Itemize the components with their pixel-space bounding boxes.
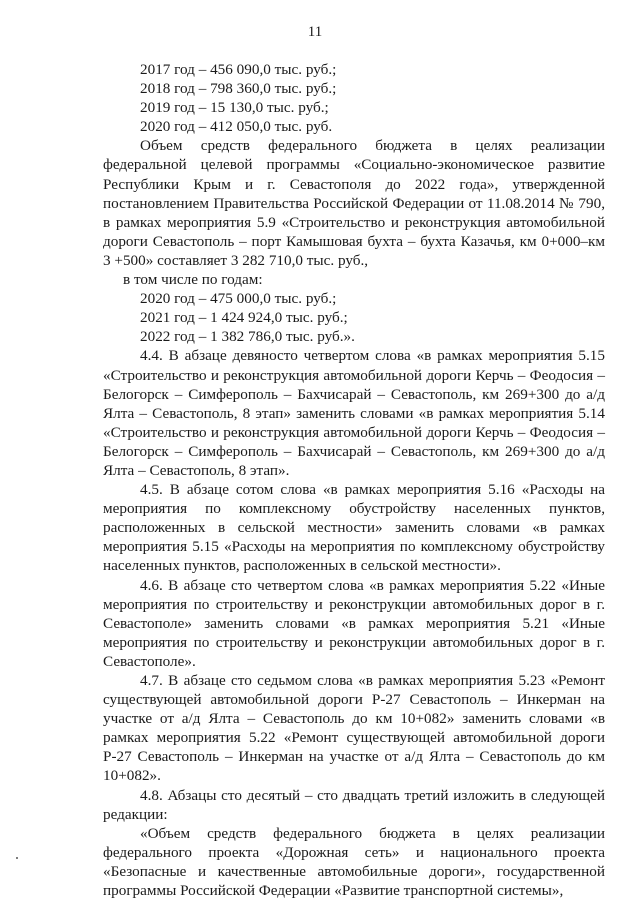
- funding-line-2020: 2020 год – 412 050,0 тыс. руб.: [140, 118, 333, 136]
- paragraph-federal-budget-5-9: Объем средств федерального бюджета в целях реализации федеральной целевой программы «Социально-экономическое развитие Республики Крым и г. Севастополя до 2022 года», утвержденной постановлением Правительства Российской Федерации от 11.08.2014 № 790, в рамках мероприятия 5.9 «Строительство и реконструкция автомобильной дороги Севастополь – порт Камышовая бухта – бухта Казачья, км 0+000–км 3 +500» составляет 3 282 710,0 тыс. руб.,: [103, 137, 605, 269]
- page-number: 11: [307, 24, 323, 40]
- funding-line-2022: 2022 год – 1 382 786,0 тыс. руб.».: [140, 328, 355, 346]
- paragraph-by-years: в том числе по годам:: [123, 271, 263, 289]
- funding-line-2019: 2019 год – 15 130,0 тыс. руб.;: [140, 99, 329, 117]
- paragraph-4-5: 4.5. В абзаце сотом слова «в рамках мероприятия 5.16 «Расходы на мероприятия по комплексному обустройству населенных пунктов, расположенных в сельской местности» заменить словами «в рамках мероприятия 5.15 «Расходы на мероприятия по комплексному обустройству населенных пунктов, расположенных в сельской местности».: [103, 481, 605, 575]
- paragraph-4-8: 4.8. Абзацы сто десятый – сто двадцать третий изложить в следующей редакции:: [103, 786, 605, 823]
- paragraph-4-7: 4.7. В абзаце сто седьмом слова «в рамках мероприятия 5.23 «Ремонт существующей автомобильной дороги Р-27 Севастополь – Инкерман на участке от а/д Ялта – Севастополь до км 10+082» заменить словами «в рамках мероприятия 5.22 «Ремонт существующей автомобильной дороги Р-27 Севастополь – Инкерман на участке от а/д Ялта – Севастополь до км 10+082».: [103, 672, 605, 785]
- funding-line-2020-b: 2020 год – 475 000,0 тыс. руб.;: [140, 290, 337, 308]
- funding-line-2017: 2017 год – 456 090,0 тыс. руб.;: [140, 61, 337, 78]
- paragraph-4-6: 4.6. В абзаце сто четвертом слова «в рамках мероприятия 5.22 «Иные мероприятия по строительству и реконструкции автомобильных дорог в г. Севастополе» заменить словами «в рамках мероприятия 5.21 «Иные мероприятия по строительству и реконструкции автомобильных дорог в г. Севастополе».: [103, 576, 605, 670]
- funding-line-2018: 2018 год – 798 360,0 тыс. руб.;: [140, 80, 337, 98]
- scan-dot: [16, 857, 18, 859]
- paragraph-quote-start: «Объем средств федерального бюджета в целях реализации федерального проекта «Дорожная сеть» и национального проекта «Безопасные и качественные автомобильные дороги», государственной программы Российской Федерации «Развитие транспортной системы»,: [103, 824, 605, 900]
- paragraph-4-4: 4.4. В абзаце девяносто четвертом слова «в рамках мероприятия 5.15 «Строительство и реконструкция автомобильной дороги Керчь – Феодосия – Белогорск – Симферополь – Бахчисарай – Севастополь, км 269+300 до а/д Ялта – Севастополь, 8 этап» заменить словами «в рамках мероприятия 5.14 «Строительство и реконструкция автомобильной дороги Керчь – Феодосия – Белогорск – Симферополь – Бахчисарай – Севастополь, км 269+300 до а/д Ялта – Севастополь, 8 этап».: [103, 347, 605, 479]
- document-body: [103, 60, 605, 900]
- funding-line-2021: 2021 год – 1 424 924,0 тыс. руб.;: [140, 309, 348, 327]
